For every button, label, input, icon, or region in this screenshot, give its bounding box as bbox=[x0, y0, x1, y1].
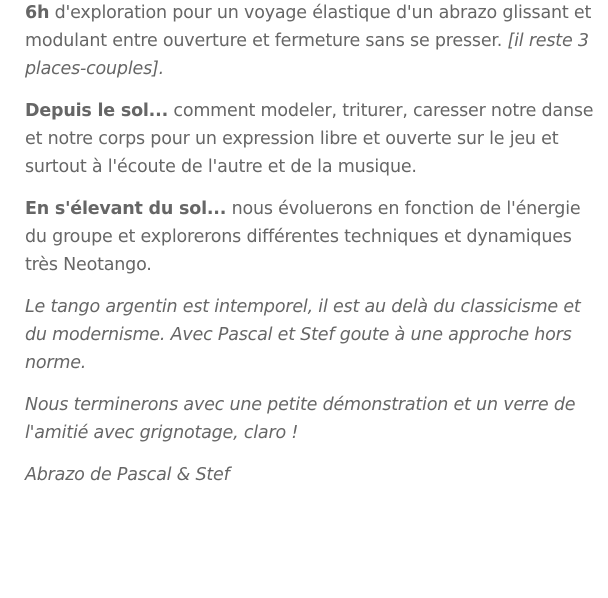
floor-heading: Depuis le sol... bbox=[25, 101, 169, 121]
closing-text: Nous terminerons avec une petite démonstration et un verre de l'amitié avec grignotage, claro ! bbox=[25, 395, 576, 443]
timeless-text: Le tango argentin est intemporel, il est au delà du classicisme et du modernisme. Avec Pascal et Stef goute à une approche hors norme. bbox=[25, 297, 581, 373]
event-description bbox=[25, 0, 595, 503]
paragraph-rising bbox=[25, 195, 595, 279]
paragraph-duration bbox=[25, 0, 595, 83]
places-remaining-note: [il reste 3 places-couples]. bbox=[25, 31, 589, 79]
paragraph-floor bbox=[25, 97, 595, 181]
rising-heading: En s'élevant du sol... bbox=[25, 199, 227, 219]
floor-text: comment modeler, triturer, caresser notre danse et notre corps pour un expression libre et ouverte sur le jeu et surtout à l'écoute de l'autre et de la musique. bbox=[25, 101, 594, 177]
duration-text: d'exploration pour un voyage élastique d'un abrazo glissant et modulant entre ouverture et fermeture sans se presser. bbox=[25, 3, 592, 51]
paragraph-signature bbox=[25, 461, 595, 489]
signature-text: Abrazo de Pascal & Stef bbox=[25, 465, 230, 485]
paragraph-timeless bbox=[25, 293, 595, 377]
duration-label: 6h bbox=[25, 3, 50, 23]
rising-text: nous évoluerons en fonction de l'énergie du groupe et explorerons différentes techniques et dynamiques très Neotango. bbox=[25, 199, 581, 275]
paragraph-closing bbox=[25, 391, 595, 447]
